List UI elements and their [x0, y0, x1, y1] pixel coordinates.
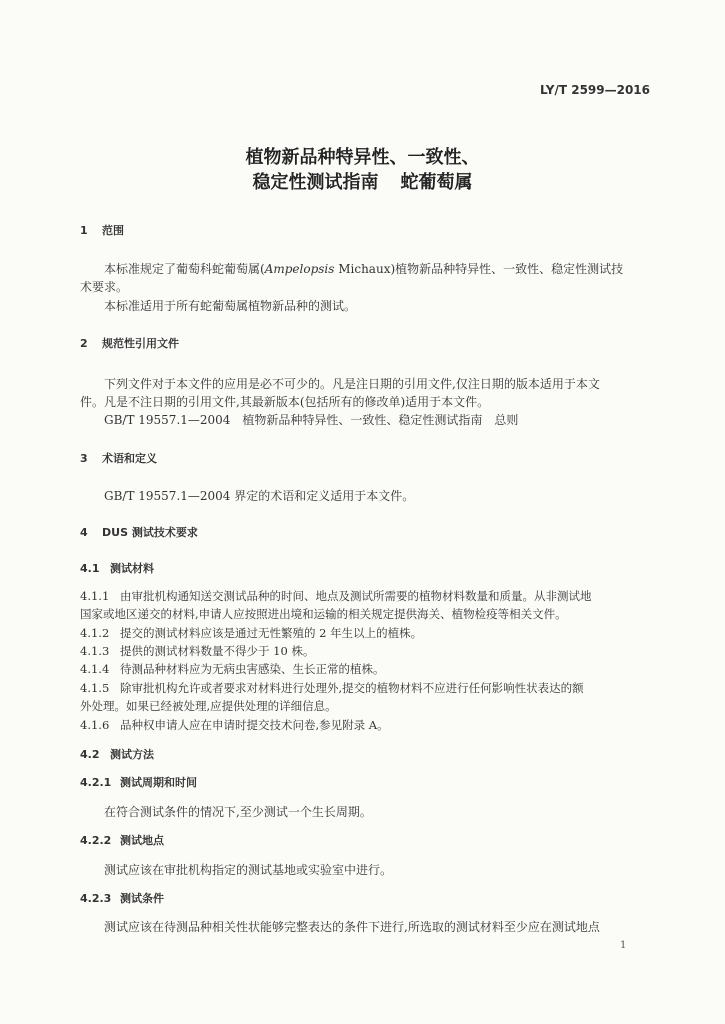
section-1-para-1-line-2: 术要求。: [80, 280, 129, 294]
latin-genus-name: Ampelopsis: [264, 262, 335, 276]
item-4-1-5-line-1: 4.1.5 除审批机构允许或者要求对材料进行处理外,提交的植物材料不应进行任何影响性状表达的额: [80, 681, 584, 695]
section-4-2-1-para: 在符合测试条件的情况下,至少测试一个生长周期。: [104, 805, 372, 819]
item-4-1-1-line-2: 国家或地区递交的材料,申请人应按照进出境和运输的相关规定提供海关、植物检疫等相关文件。: [80, 607, 567, 621]
section-2-heading: 2 规范性引用文件: [80, 337, 179, 350]
standard-code: LY/T 2599—2016: [540, 83, 651, 97]
section-1-para-2: 本标准适用于所有蛇葡萄属植物新品种的测试。: [104, 299, 357, 313]
item-4-1-4: 4.1.4 待测品种材料应为无病虫害感染、生长正常的植株。: [80, 662, 385, 676]
document-title-line2: [0, 168, 725, 194]
section-2-para-1-line-1: 下列文件对于本文件的应用是必不可少的。凡是注日期的引用文件,仅注日期的版本适用于本文: [104, 377, 600, 391]
section-1-para-1-line-1: 本标准规定了葡萄科蛇葡萄属(Ampelopsis Michaux)植物新品种特异性、一致性、稳定性测试技: [104, 262, 624, 276]
section-4-1-heading: 4.1 测试材料: [80, 562, 154, 575]
normative-reference: GB/T 19557.1—2004 植物新品种特异性、一致性、稳定性测试指南 总则: [104, 413, 519, 427]
section-3-heading: 3 术语和定义: [80, 452, 157, 465]
section-4-2-3-heading: 4.2.3 测试条件: [80, 892, 164, 905]
document-title-line1: 植物新品种特异性、一致性、: [245, 147, 480, 168]
item-4-1-2: 4.1.2 提交的测试材料应该是通过无性繁殖的 2 年生以上的植株。: [80, 626, 423, 640]
page-number: 1: [620, 940, 627, 951]
section-4-2-2-para: 测试应该在审批机构指定的测试基地或实验室中进行。: [104, 863, 393, 877]
section-2-para-1-line-2: 件。凡是不注日期的引用文件,其最新版本(包括所有的修改单)适用于本文件。: [80, 395, 490, 409]
section-4-2-1-heading: 4.2.1 测试周期和时间: [80, 776, 197, 789]
section-4-heading: 4 DUS 测试技术要求: [80, 526, 198, 539]
section-1-heading: 1 范围: [80, 224, 124, 237]
section-4-2-2-heading: 4.2.2 测试地点: [80, 834, 164, 847]
item-4-1-6: 4.1.6 品种权申请人应在申请时提交技术问卷,参见附录 A。: [80, 718, 389, 732]
item-4-1-3: 4.1.3 提供的测试材料数量不得少于 10 株。: [80, 644, 315, 658]
section-4-2-heading: 4.2 测试方法: [80, 748, 154, 761]
section-4-2-3-para: 测试应该在待测品种相关性状能够完整表达的条件下进行,所选取的测试材料至少应在测试地点: [104, 920, 600, 934]
item-4-1-1-line-1: 4.1.1 由审批机构通知送交测试品种的时间、地点及测试所需要的植物材料数量和质量。从非测试地: [80, 589, 592, 603]
item-4-1-5-line-2: 外处理。如果已经被处理,应提供处理的详细信息。: [80, 699, 337, 713]
section-3-para-1: GB/T 19557.1—2004 界定的术语和定义适用于本文件。: [104, 489, 415, 503]
title-part-b: 蛇葡萄属: [400, 172, 473, 193]
title-part-a: 稳定性测试指南: [252, 172, 379, 193]
